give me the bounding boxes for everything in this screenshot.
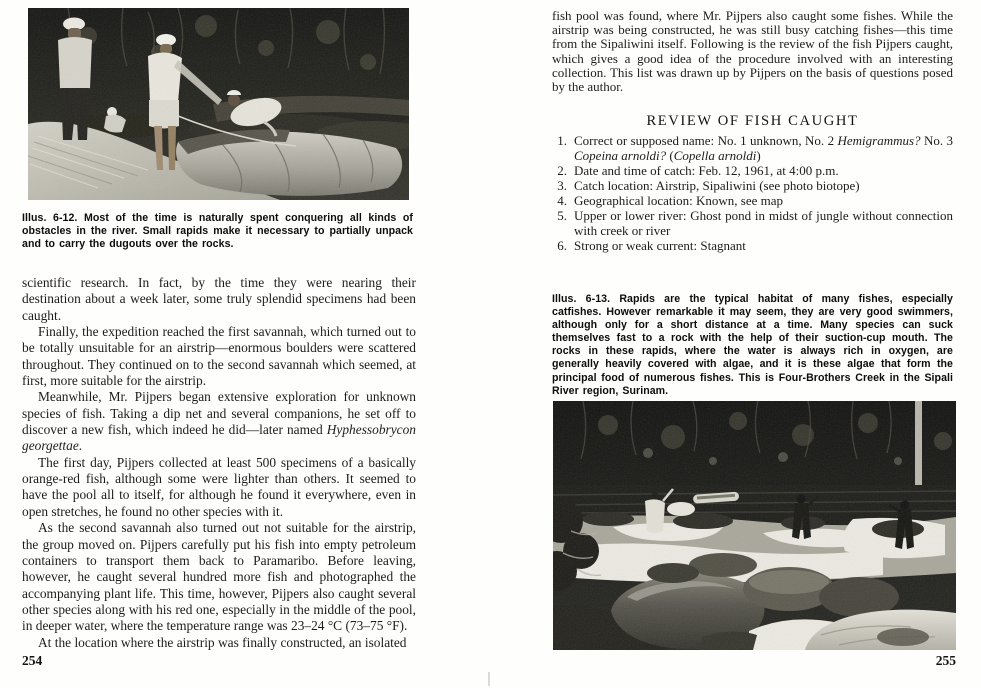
body-paragraph: At the location where the airstrip was finally constructed, an isolated [38, 634, 407, 650]
item-number: 1. [557, 133, 567, 148]
item-text: Strong or weak current: Stagnant [574, 238, 746, 253]
item-text: Upper or lower river: Ghost pond in midst of jungle without connection with creek or river [574, 208, 953, 238]
page-number-left: 254 [22, 653, 43, 668]
item-number: 2. [557, 163, 567, 178]
item-text: Catch location: Airstrip, Sipaliwini (see photo biotope) [574, 178, 860, 193]
item-number: 6. [557, 238, 567, 253]
item-number: 4. [557, 193, 567, 208]
item-number: 5. [557, 208, 567, 223]
fish-review-item [554, 193, 953, 208]
item-number: 3. [557, 178, 567, 193]
photo-rapids-art [553, 401, 956, 650]
scan-artifact [488, 672, 490, 686]
review-heading: REVIEW OF FISH CAUGHT [646, 113, 859, 129]
left-page-body [22, 275, 416, 651]
body-paragraph: Finally, the expedition reached the first savannah, which turned out to be totally unsuitable for an airstrip—enormous boulders were scattered throughout. They continued on to the second savannah which seemed, at first, more suitable for the airstrip. [22, 324, 416, 389]
body-paragraph: scientific research. In fact, by the time they were nearing their destination about a week later, some truly splendid specimens had been caught. [22, 275, 416, 323]
item-text: Date and time of catch: Feb. 12, 1961, at 4:00 p.m. [574, 163, 839, 178]
photo-dugout-portage [28, 8, 409, 200]
fish-review-item [554, 238, 953, 253]
fish-review-item [554, 208, 953, 238]
photo-rapids [553, 401, 956, 650]
photo-dugout-portage-art [28, 8, 409, 200]
intro-paragraph: fish pool was found, where Mr. Pijpers also caught some fishes. While the airstrip was being constructed, he was still busy catching fishes—this time from the Sipaliwini itself. Following is the review of the fish Pijpers caught, which gives a good idea of the procedure involved with an interesting collection. This list was drawn up by Pijpers on the basis of questions posed by the author. [552, 8, 953, 95]
illus-6-13-caption: Illus. 6-13. Rapids are the typical habitat of many fishes, especially catfishes. However remarkable it may seem, they are very good swimmers, although only for a short distance at a time. Many species can suck themselves fast to a rock with the help of their suction-cup mouth. The rocks in these rapids, where the water is always rich in oxygen, are generally heavily covered with algae, and it is these algae that form the principal food of numerous fishes. This is Four-Brothers Creek in the Sipali River region, Surinam. [552, 293, 953, 397]
item-text: Correct or supposed name: No. 1 unknown, No. 2 Hemigrammus? No. 3 Copeina arnoldi? (Copella arnoldi) [574, 133, 953, 163]
fish-review-item [554, 133, 953, 163]
page-number-right: 255 [935, 653, 956, 668]
body-paragraph: Meanwhile, Mr. Pijpers began extensive exploration for unknown species of fish. Taking a dip net and several companions, he set off to discover a new fish, which indeed he did—later named Hyphessobrycon georgettae. [22, 389, 416, 454]
body-paragraph: As the second savannah also turned out not suitable for the airstrip, the group moved on. Pijpers carefully put his fish into empty petroleum containers to transport them back to Paramaribo. Before leaving, however, he caught several hundred more fish and photographed the accompanying plant life. This time, however, Pijpers also caught several other species along with his red one, especially in the middle of the pool, in deeper water, where the temperature range was 23–24 °C (73–75 °F). [22, 520, 416, 634]
fish-review-item [554, 178, 953, 193]
fish-review-item [554, 163, 953, 178]
item-text: Geographical location: Known, see map [574, 193, 784, 208]
fish-review-list [554, 133, 953, 253]
illus-6-12-caption: Illus. 6-12. Most of the time is naturally spent conquering all kinds of obstacles in the river. Small rapids make it necessary to partially unpack and to carry the dugouts over the rocks. [22, 212, 413, 250]
body-paragraph: The first day, Pijpers collected at least 500 specimens of a basically orange-red fish, although some were lighter than others. It seemed to have the pool all to itself, for although he found it everywhere, even in open stretches, he found no other species with it. [22, 454, 416, 519]
